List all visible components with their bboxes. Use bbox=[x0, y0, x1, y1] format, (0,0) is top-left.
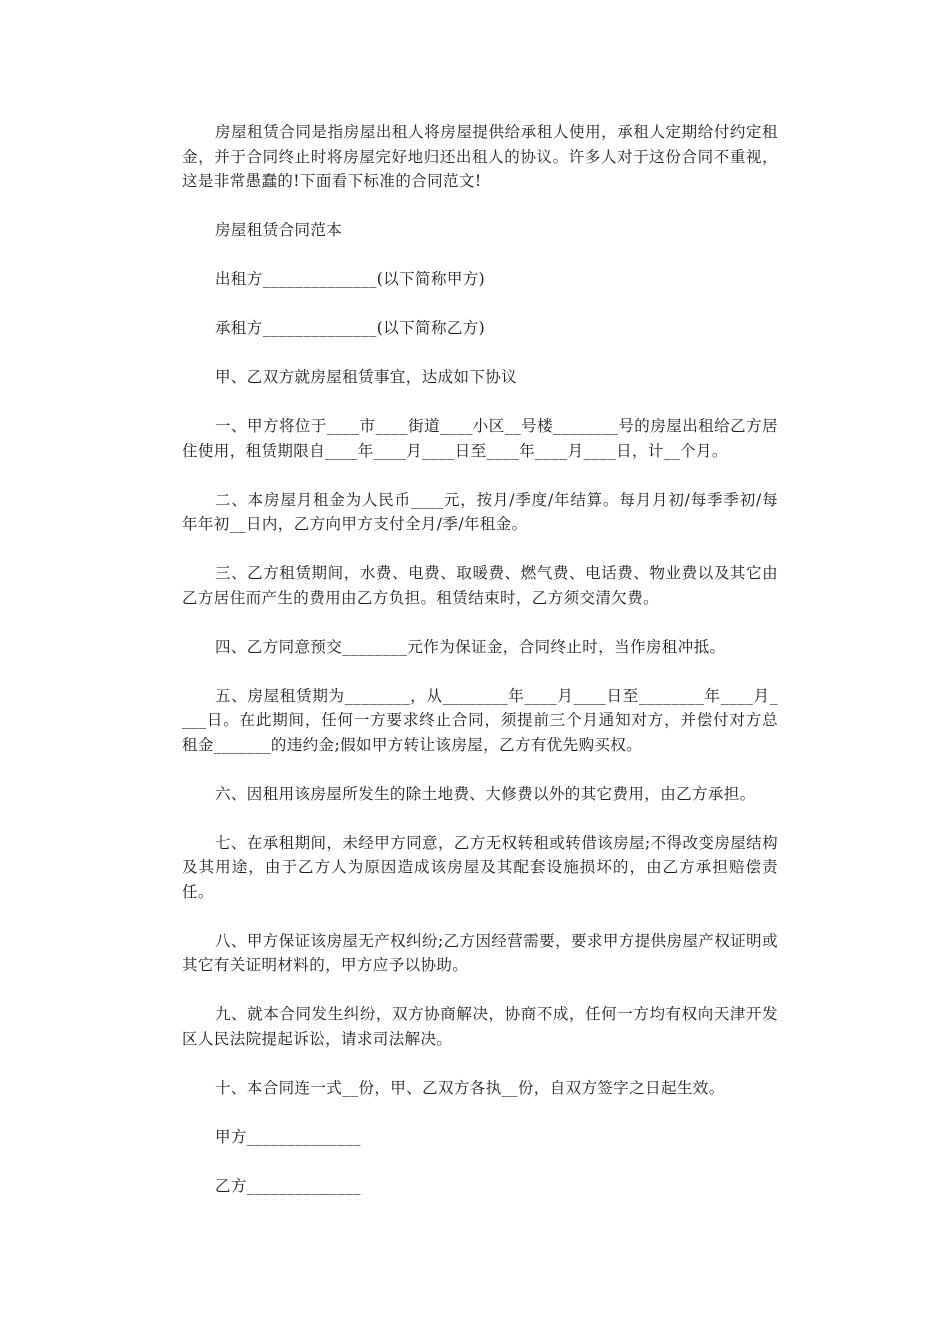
lessee-line: 承租方______________(以下简称乙方) bbox=[215, 319, 486, 337]
clause-4: 四、乙方同意预交________元作为保证金，合同终止时，当作房租冲抵。 bbox=[215, 637, 726, 656]
clause-5: 五、房屋租赁期为________，从________年____月____日至________年____月____日。在此期间，任何一方要求终止合同，须提前三个月通知对方，并偿付对方总租金_______的违约金;假如甲方转让该房屋，乙方有优先购买权。 bbox=[182, 686, 778, 754]
clause-9: 九、就本合同发生纠纷，双方协商解决，协商不成，任何一方均有权向天津开发区人民法院提起诉讼，请求司法解决。 bbox=[182, 1005, 778, 1048]
contract-title: 房屋租赁合同范本 bbox=[215, 221, 343, 239]
clause-6: 六、因租用该房屋所发生的除土地费、大修费以外的其它费用，由乙方承担。 bbox=[215, 784, 756, 803]
document-page bbox=[182, 120, 778, 1198]
clause-10: 十、本合同连一式__份，甲、乙双方各执__份，自双方签字之日起生效。 bbox=[215, 1078, 725, 1097]
clause-8: 八、甲方保证该房屋无产权纠纷;乙方因经营需要，要求甲方提供房屋产权证明或其它有关证明材料的，甲方应予以协助。 bbox=[182, 931, 778, 974]
clause-2: 二、本房屋月租金为人民币____元，按月/季度/年结算。每月月初/每季季初/每年年初__日内，乙方向甲方支付全月/季/年租金。 bbox=[182, 490, 778, 533]
lessor-line: 出租方______________(以下简称甲方) bbox=[215, 270, 486, 288]
clause-7: 七、在承租期间，未经甲方同意，乙方无权转租或转借该房屋;不得改变房屋结构及其用途，由于乙方人为原因造成该房屋及其配套设施损坏的，由乙方承担赔偿责任。 bbox=[182, 833, 778, 901]
party-b-signature-line: 乙方______________ bbox=[215, 1176, 361, 1195]
agreement-preamble: 甲、乙双方就房屋租赁事宜，达成如下协议 bbox=[215, 368, 518, 386]
clause-3: 三、乙方租赁期间，水费、电费、取暖费、燃气费、电话费、物业费以及其它由乙方居住而产生的费用由乙方负担。租赁结束时，乙方须交清欠费。 bbox=[182, 564, 778, 607]
clause-1: 一、甲方将位于____市____街道____小区__号楼________号的房屋出租给乙方居住使用，租赁期限自____年____月____日至____年____月____日，计__个月。 bbox=[182, 417, 778, 460]
intro-paragraph: 房屋租赁合同是指房屋出租人将房屋提供给承租人使用，承租人定期给付约定租金，并于合同终止时将房屋完好地归还出租人的协议。许多人对于这份合同不重视，这是非常愚蠢的!下面看下标准的合同范文! bbox=[182, 123, 778, 190]
party-a-signature-line: 甲方______________ bbox=[215, 1127, 361, 1146]
